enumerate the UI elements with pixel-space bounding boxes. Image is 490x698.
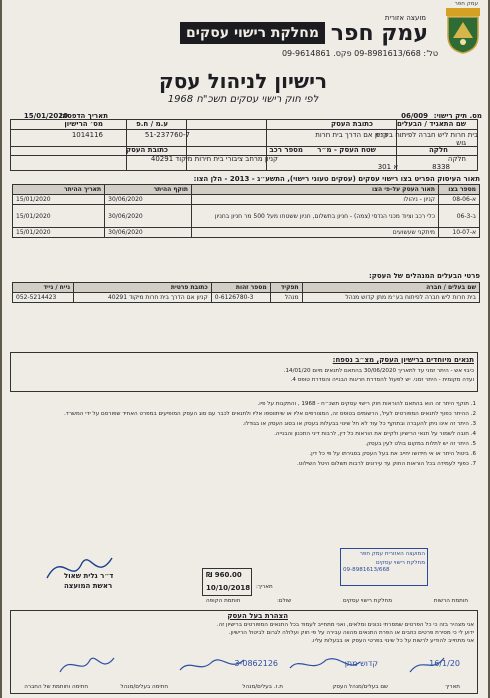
item-name: כלי רכב וציוד מכני הנדסי (צמה) - חניון בתשלום, חניון ששטחו מעל 500 מר חניון בחניון <box>192 205 439 228</box>
conditions-line-2: ועדה מקומית - היתר זמני. יש לפעול להסדרת חריגות הבנייה והסדרת טופס 4. <box>290 377 474 383</box>
vehicle-label: מספר רכב <box>269 146 303 154</box>
note-item: 2. ההיתר כפוף לתנאים המפורטים לעיל, הרשומים בטופס זה, המצורפים אליו או שיתווספו אליו ולתנאים לכבר עם סוג העסק המופיעים במפרט האחיד שפורסם על ידי המשרד. <box>64 411 476 417</box>
col-stamp: חתימה וחותמת של החברה <box>24 684 88 690</box>
col-owner-sign: חתימה בעלים/מנהל <box>120 684 168 690</box>
gush-value: חלקה <box>447 155 466 163</box>
file-number: 06/009 <box>401 112 428 120</box>
col-owner-id: ת.ז. בעלים/מנהל <box>242 684 283 690</box>
fee-label: חותמת הקופה <box>206 598 241 604</box>
note-item: 4. חובה לשמור על תנאי הרישיון ולקיים את הוראות כל דין, לרבות דיני התכנון והבנייה. <box>274 431 476 437</box>
contact-line: טל': 09-8981613/668 פקס. 09-9614861 <box>281 49 438 58</box>
document-subtitle: לפי חוק רישוי עסקים תשכ"ח 1968 <box>167 94 319 105</box>
holder-address: קניון אם הדרך בית חרות מיקוד 40291 <box>74 293 212 303</box>
file-number-label: מס. תיק רישוי: <box>433 112 482 120</box>
holder-id: 0-6126780-3 <box>211 293 270 303</box>
sign-owner-id: 3-0862126 <box>234 659 278 668</box>
stamp-line: 09-8981613/668 <box>343 567 390 573</box>
business-stamp-label: מחלקת רישוי עסקים <box>342 598 392 604</box>
fee-amount: ₪ 960.00 <box>206 571 242 579</box>
col-valid: תוקף ההיתר <box>105 185 192 195</box>
notes-list <box>14 400 476 470</box>
col-owner-name: שם בעלים/מנהל העסק <box>332 684 388 690</box>
council-name: עמק חפר <box>330 21 428 46</box>
department-stamp <box>340 548 428 586</box>
item-grant: 15/01/2020 <box>13 195 105 205</box>
owner-label: שם התאגיד / הבעלים <box>397 120 466 128</box>
reg-value: 1014116 <box>71 131 103 139</box>
declaration-text-3: אני מתחייב להודיע לרשות על כל שינוי בפרטי העסק או בבעלות עליו. <box>311 638 474 644</box>
address-value: קניון אם הדרך בית חרות <box>315 131 388 139</box>
license-items-table <box>12 184 480 238</box>
holders-table <box>12 282 480 303</box>
col-item-name: תאור העסק על-פי הצו <box>192 185 439 195</box>
sign-date: 16/1/20 <box>429 659 460 668</box>
item-grant: 15/01/2020 <box>13 228 105 238</box>
col-id: מספר זהות <box>211 283 270 293</box>
holder-role: מנהל <box>270 293 302 303</box>
owner-value: בית חרות ליש חברה לפיתוח בע״מ <box>375 131 478 139</box>
items-heading: תאור העיסוק הפריט בצו רישוי עסקים (עסקים טעוני רישוי), התשע״ג - 2013 - הלן הצו: <box>193 175 480 183</box>
authority-label: חותמת הרשות <box>433 598 468 604</box>
table-row: א-08-06 <box>439 195 480 205</box>
col-phone: נייח / נייד <box>13 283 74 293</box>
declaration-text-2: ידוע לי כי מסירת פרטים כוזבים או הפרת התנאים מהווה עבירה על פי חוק ועלולה לגרום לביטול הרישיון. <box>228 630 474 636</box>
col-address: כתובת פרטית <box>74 283 212 293</box>
area-label: שטח העסק - מ״ר <box>317 146 376 154</box>
holder-phone: 052-5214423 <box>13 293 74 303</box>
note-item: 1. תוקף היתר זה הוא בהתאם להוראות חוק רישוי עסקים תשכ״ח - 1968 , והתקנות על פיו. <box>257 401 476 407</box>
council-emblem <box>446 8 480 54</box>
table-row: בית חרות ליש חברה לפיתוח בע״מ מתן קדוש מנהל <box>302 293 479 303</box>
table-row: א-10-07 <box>439 228 480 238</box>
department-name: מחלקת רישוי עסקים <box>180 22 325 44</box>
col-item-number: מספר בצו <box>439 185 480 195</box>
stamp-line: המועצה האזורית עמק חפר <box>359 551 425 557</box>
col-role: תפקיד <box>270 283 302 293</box>
sign-owner-name: קדוש מתן <box>344 659 378 668</box>
col-grant-date: תאריך ההיתר <box>13 185 105 195</box>
item-valid: 30/06/2020 <box>105 205 192 228</box>
col-owner: שם בעלים / חברה <box>302 283 479 293</box>
note-item: 3. היתר זה אינו ניתן להעברה ובתוקף כל עוד לא חל שינוי בבעלות בעסק או בסוג העסק או בגודלו. <box>242 421 476 427</box>
emblem-caption: עמק חפר <box>454 1 478 7</box>
conditions-line-1: כיבוי אש - היתר זמני עד לתאריך 30/06/2020 בהתאם לתנאים מיום 14/01/20. <box>283 368 474 374</box>
note-item: 7. כפוף לעמידה בכל הוראות החוק עד עירונים לרבות תשלום היטל השילוט. <box>296 461 476 467</box>
note-item: 5. היתר זה יש לתלות במקום בולט לעין בעסק. <box>365 441 476 447</box>
id-label: ע.מ / ח.פ <box>136 120 168 128</box>
col-date: תאריך <box>445 684 460 690</box>
id-value: 51-237760-7 <box>144 131 190 139</box>
helka-label: חלקה <box>428 146 448 154</box>
head-name: ד״ר גלית שאול <box>64 572 114 580</box>
item-valid: 30/06/2020 <box>105 228 192 238</box>
receipt-label: שולם: <box>277 598 292 604</box>
document-title: רישיון לניהול עסק <box>158 69 328 93</box>
item-grant: 15/01/2020 <box>13 205 105 228</box>
helka-number: 301 א <box>377 163 398 171</box>
note-item: 6. ביטול היתר או אי חידושו יחייב את בעל העסק בסגירתו על פי כל דין. <box>309 451 476 457</box>
fee-date-label: תאריך: <box>256 584 273 590</box>
fee-date: 10/10/2018 <box>206 584 251 592</box>
conditions-heading: תנאים מיוחדים ברישיון העסק, מצ״ב נספח: <box>332 356 474 364</box>
head-title: ראשת המועצה <box>64 582 113 590</box>
biz-address-value: קניון מרחב ציבורי בית חירות מיקוד 40291 <box>150 155 278 163</box>
declaration-text-1: אני מצהיר בזה כי כל הפרטים שמסרתי נכונים ומלאים, ואני מתחייב לעמוד בכל התנאים המפורטים ברישיון זה. <box>216 622 474 628</box>
gush-label: גוש <box>456 139 466 147</box>
item-name: מיתקני שעשועים <box>192 228 439 238</box>
holders-heading: פרטי הבעלים המנהלים של העסק: <box>368 272 480 280</box>
item-name: קניון - ניהולו <box>192 195 439 205</box>
gush-number: 8338 <box>432 163 450 171</box>
item-valid: 30/06/2020 <box>105 195 192 205</box>
reg-label: מס׳ הרישיון <box>64 120 103 128</box>
table-row: ב-06-3 <box>439 205 480 228</box>
license-document <box>2 0 488 698</box>
declaration-heading: הצהרת בעל העסק <box>227 612 288 620</box>
stamp-line: מחלקת רישוי עסקים <box>375 560 425 566</box>
biz-address-label: כתובת העסק <box>125 146 168 154</box>
address-label: כתובת העסק <box>330 120 373 128</box>
council-label: מועצה אזורית <box>384 14 426 22</box>
issue-date-label: תאריך הדפסה: <box>59 112 108 120</box>
issue-date: 15/01/2020 <box>23 112 68 120</box>
